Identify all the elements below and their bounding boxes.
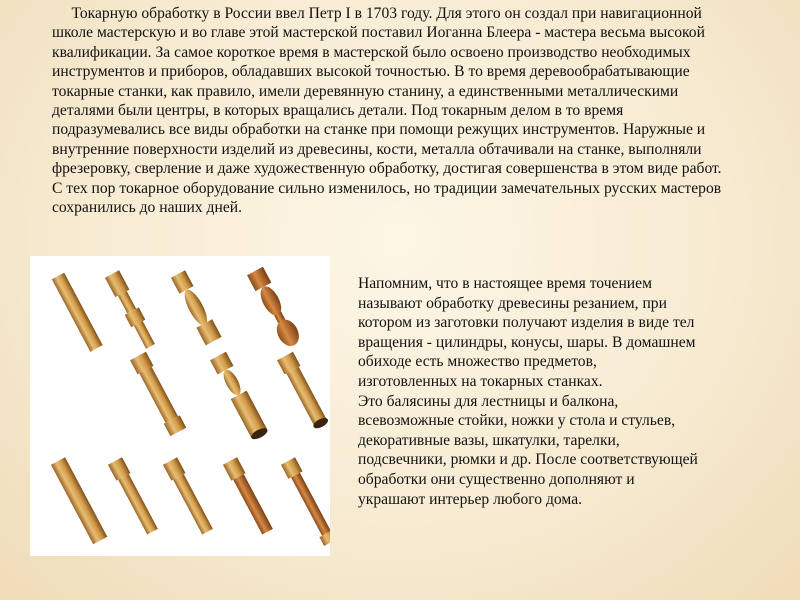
intro-paragraph [52,4,792,217]
description-line: подсвечники, рюмки и др. После соответствующей [358,451,698,469]
description-paragraph [358,274,778,509]
description-line: декоративные вазы, шкатулки, тарелки, [358,431,620,449]
description-line: изготовленных на токарных станках. [358,372,603,390]
intro-line: сохранились до наших дней. [52,199,242,217]
intro-line: подразумевались все виды обработки на станке при помощи режущих инструментов. Наружные и [52,121,706,139]
description-line: обработки они существенно дополняют и [358,470,635,488]
intro-line: школе мастерскую и во главе этой мастерской поставил Иоганна Блеера - мастера весьма высокой [52,24,705,42]
description-line: обиходе есть множество предметов, [358,353,597,371]
description-line: вращения - цилиндры, конусы, шары. В домашнем [358,333,696,351]
intro-line: Токарную обработку в России ввел Петр I в 1703 году. Для этого он создал при навигационной [52,5,702,22]
intro-line: токарные станки, как правило, имели деревянную станину, а единственными металлическими [52,82,679,100]
description-line: называют обработку древесины резанием, при [358,294,667,312]
description-line: Это балясины для лестницы и балкона, [358,392,619,410]
description-line: Напомним, что в настоящее время точением [358,275,652,292]
intro-line: квалификации. За самое короткое время в мастерской было освоено производство необходимых [52,43,691,61]
intro-line: фрезеровку, сверление и даже художественную обработку, достигая совершенства в этом виде работ. [52,160,722,178]
intro-line: деталями были центры, в которых вращались детали. Под токарным делом в то время [52,102,624,120]
intro-line: инструментов и приборов, обладавших высокой точностью. В то время деревообрабатывающие [52,63,690,81]
description-line: котором из заготовки получают изделия в виде тел [358,314,695,332]
description-line: всевозможные стойки, ножки у стола и стульев, [358,412,676,430]
description-line: украшают интерьер любого дома. [358,490,583,508]
intro-line: внутренние поверхности изделий из древесины, кости, металла обтачивали на станке, выполняли [52,140,702,158]
intro-line: С тех пор токарное оборудование сильно изменилось, но традиции замечательных русских мастеров [52,179,722,197]
turned-wood-balusters-image [30,256,330,556]
